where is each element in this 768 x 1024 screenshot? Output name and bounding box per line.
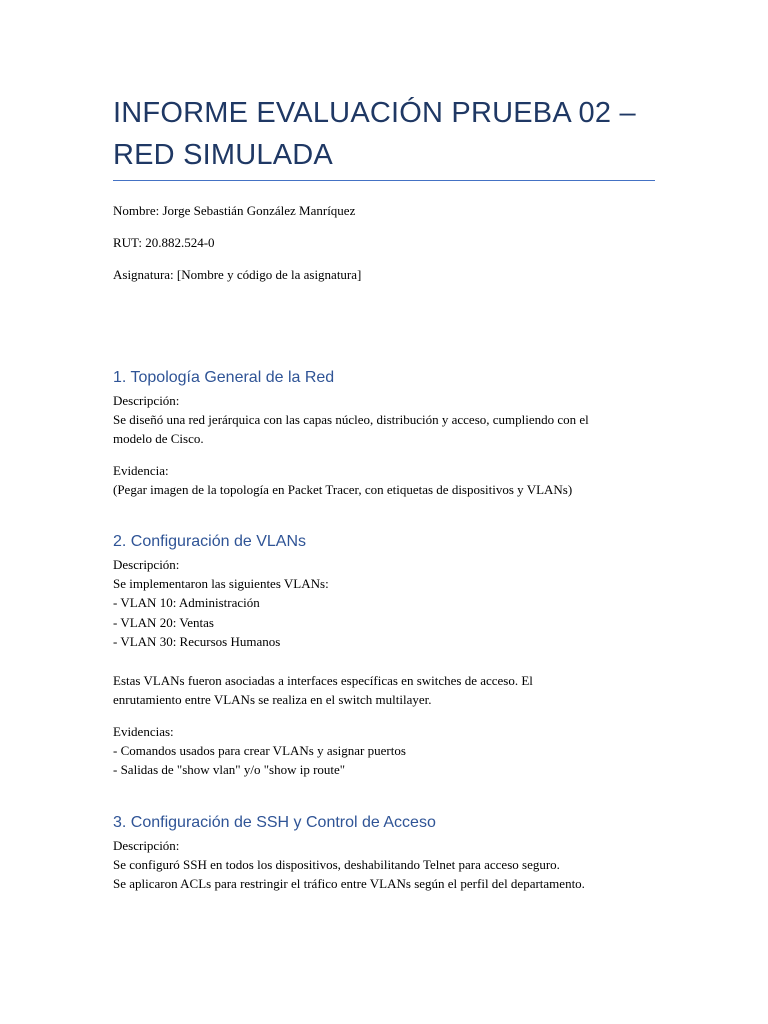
paragraph-line: enrutamiento entre VLANs se realiza en el switch multilayer. (113, 692, 432, 708)
description-label: Descripción: (113, 557, 180, 572)
description-label: Descripción: (113, 838, 180, 853)
description-line: Se implementaron las siguientes VLANs: (113, 576, 329, 592)
description-line: Se aplicaron ACLs para restringir el tráfico entre VLANs según el perfil del departamento. (113, 876, 585, 892)
evidence-label: Evidencia: (113, 463, 169, 478)
description-line: modelo de Cisco. (113, 431, 204, 447)
section-vlans-routing (113, 671, 658, 709)
section-heading-vlans: 2. Configuración de VLANs (113, 533, 306, 550)
title-line-1: INFORME EVALUACIÓN PRUEBA 02 – (113, 97, 636, 129)
evidence-label: Evidencias: (113, 724, 174, 739)
student-name: Nombre: Jorge Sebastián González Manríquez (113, 203, 356, 218)
section-topology-description (113, 391, 658, 449)
evidence-line: - Comandos usados para crear VLANs y asignar puertos (113, 743, 406, 759)
section-heading-ssh: 3. Configuración de SSH y Control de Acceso (113, 814, 436, 831)
vlan-list-item: - VLAN 30: Recursos Humanos (113, 633, 281, 649)
description-line: Se configuró SSH en todos los dispositivos, deshabilitando Telnet para acceso seguro. (113, 857, 560, 873)
section-topology-evidence (113, 461, 658, 499)
description-label: Descripción: (113, 393, 180, 408)
section-vlans-evidence (113, 722, 658, 780)
paragraph-line: Estas VLANs fueron asociadas a interfaces específicas en switches de acceso. El (113, 673, 533, 688)
title-divider (113, 180, 655, 181)
section-vlans-description (113, 555, 658, 651)
section-ssh-description (113, 836, 658, 894)
document-title (113, 92, 655, 176)
description-line: Se diseñó una red jerárquica con las capas núcleo, distribución y acceso, cumpliendo con el (113, 412, 589, 428)
title-line-2: RED SIMULADA (113, 139, 333, 171)
vlan-list-item: - VLAN 10: Administración (113, 595, 260, 611)
evidence-line: (Pegar imagen de la topología en Packet Tracer, con etiquetas de dispositivos y VLANs) (113, 482, 573, 498)
vlan-list-item: - VLAN 20: Ventas (113, 614, 214, 630)
student-rut: RUT: 20.882.524-0 (113, 235, 215, 250)
evidence-line: - Salidas de "show vlan" y/o "show ip route" (113, 762, 346, 778)
course-name: Asignatura: [Nombre y código de la asignatura] (113, 267, 362, 282)
section-heading-topology: 1. Topología General de la Red (113, 369, 335, 386)
